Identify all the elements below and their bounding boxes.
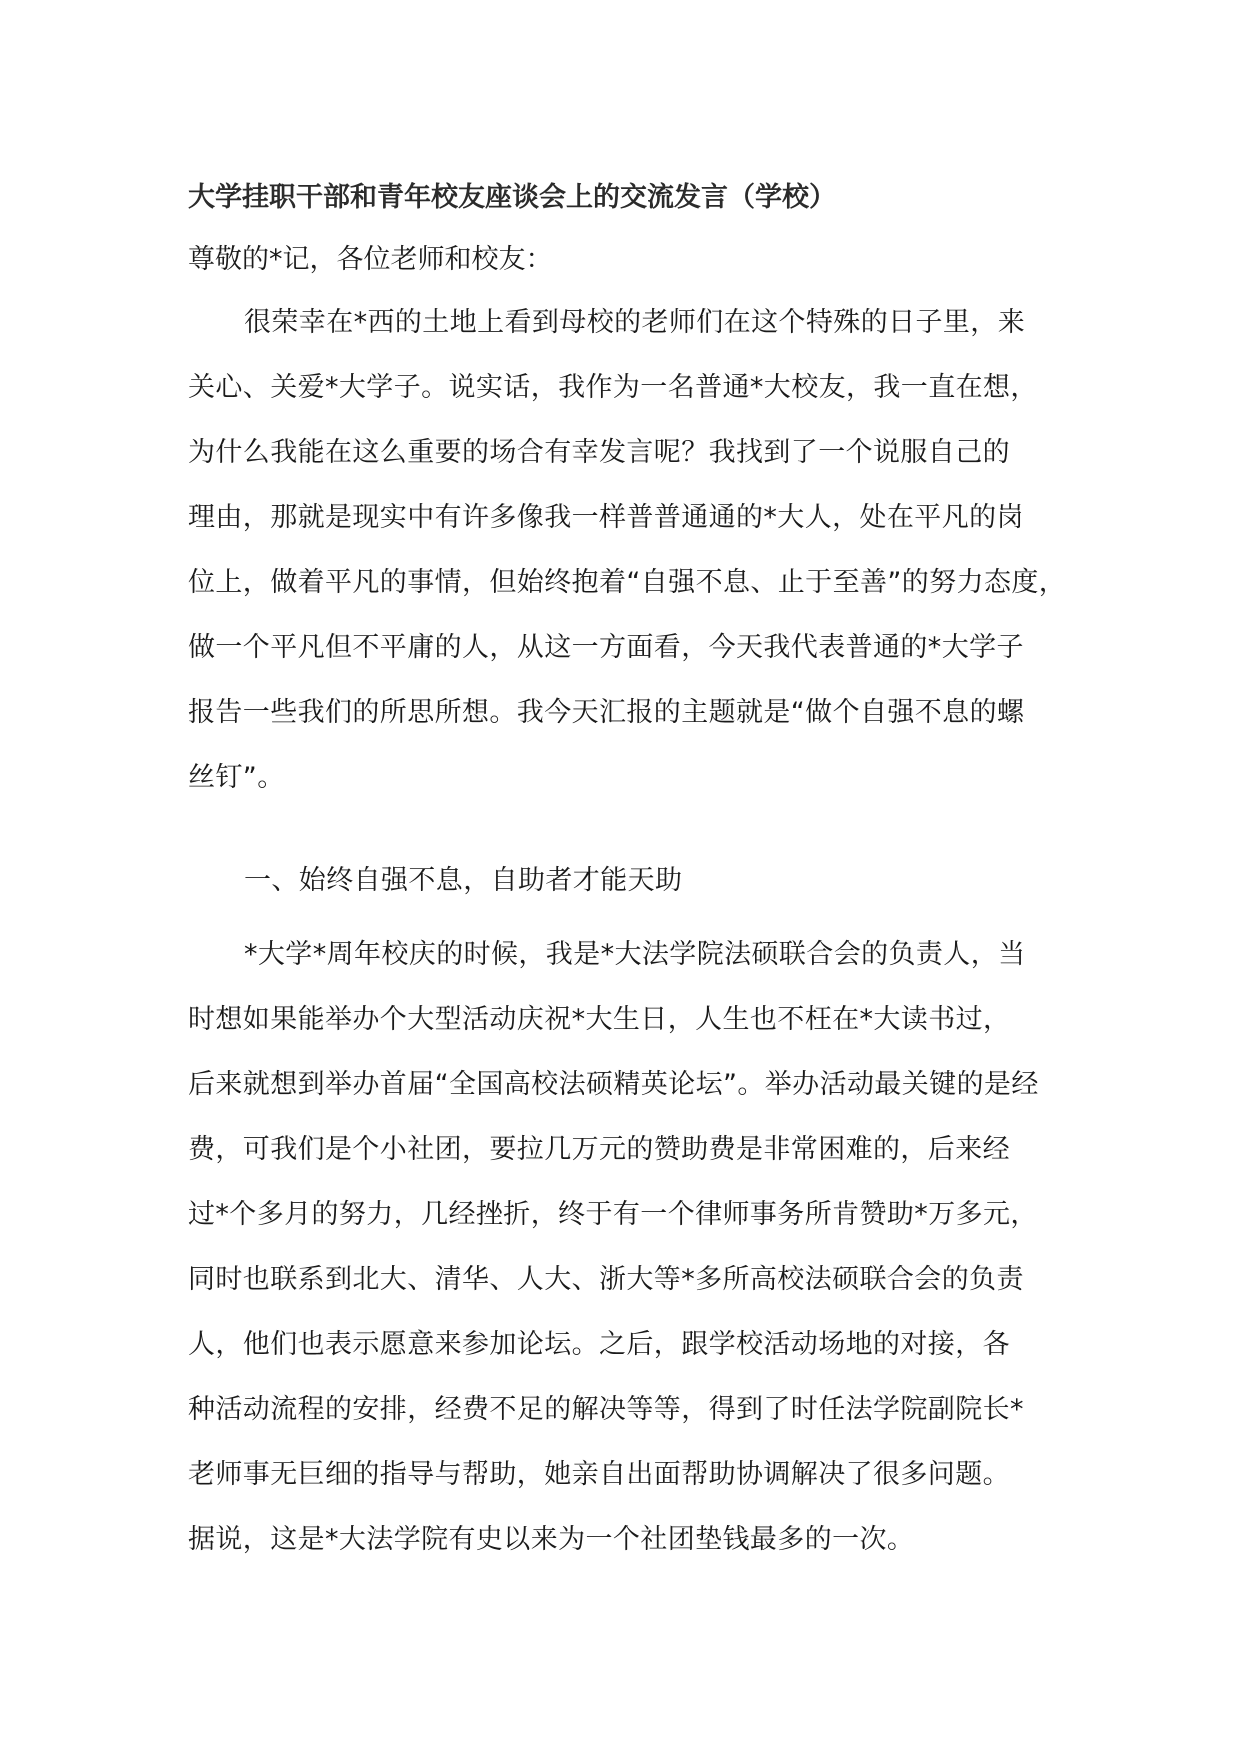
text-line: 过*个多月的努力，几经挫折，终于有一个律师事务所肯赞助*万多元， <box>188 1199 1038 1230</box>
text-line: 报告一些我们的所思所想。我今天汇报的主题就是“做个自强不息的螺 <box>188 697 1025 728</box>
section-heading-1 <box>188 848 1068 913</box>
text-line: 理由，那就是现实中有许多像我一样普普通通的*大人，处在平凡的岗 <box>188 502 1024 533</box>
text-line: 同时也联系到北大、清华、人大、浙大等*多所高校法硕联合会的负责 <box>188 1264 1024 1295</box>
text-line: 老师事无巨细的指导与帮助，她亲自出面帮助协调解决了很多问题。 <box>188 1459 1010 1490</box>
text-line: 据说，这是*大法学院有史以来为一个社团垫钱最多的一次。 <box>188 1524 915 1555</box>
text-line: 时想如果能举办个大型活动庆祝*大生日，人生也不枉在*大读书过， <box>188 1004 1011 1035</box>
paragraph-section-1 <box>188 922 1068 1572</box>
text-line: 人，他们也表示愿意来参加论坛。之后，跟学校活动场地的对接，各 <box>188 1329 1010 1360</box>
salutation: 尊敬的*记，各位老师和校友： <box>188 244 553 275</box>
document-title: 大学挂职干部和青年校友座谈会上的交流发言（学校） <box>188 182 836 213</box>
text-line: 关心、关爱*大学子。说实话，我作为一名普通*大校友，我一直在想， <box>188 372 1038 403</box>
text-line: 很荣幸在*西的土地上看到母校的老师们在这个特殊的日子里，来 <box>244 307 1026 338</box>
text-line: 位上，做着平凡的事情，但始终抱着“自强不息、止于至善”的努力态度， <box>188 567 1067 598</box>
text-line: 费，可我们是个小社团，要拉几万元的赞助费是非常困难的，后来经 <box>188 1134 1010 1165</box>
text-line: 丝钉”。 <box>188 762 285 793</box>
text-line: 做一个平凡但不平庸的人，从这一方面看，今天我代表普通的*大学子 <box>188 632 1024 663</box>
text-line: 后来就想到举办首届“全国高校法硕精英论坛”。举办活动最关键的是经 <box>188 1069 1039 1100</box>
section-heading: 一、始终自强不息，自助者才能天助 <box>244 865 683 896</box>
text-line: 为什么我能在这么重要的场合有幸发言呢？我找到了一个说服自己的 <box>188 437 1010 468</box>
text-line: 种活动流程的安排，经费不足的解决等等，得到了时任法学院副院长* <box>188 1394 1024 1425</box>
paragraph-intro <box>188 290 1068 810</box>
text-line: *大学*周年校庆的时候，我是*大法学院法硕联合会的负责人，当 <box>244 939 1026 970</box>
